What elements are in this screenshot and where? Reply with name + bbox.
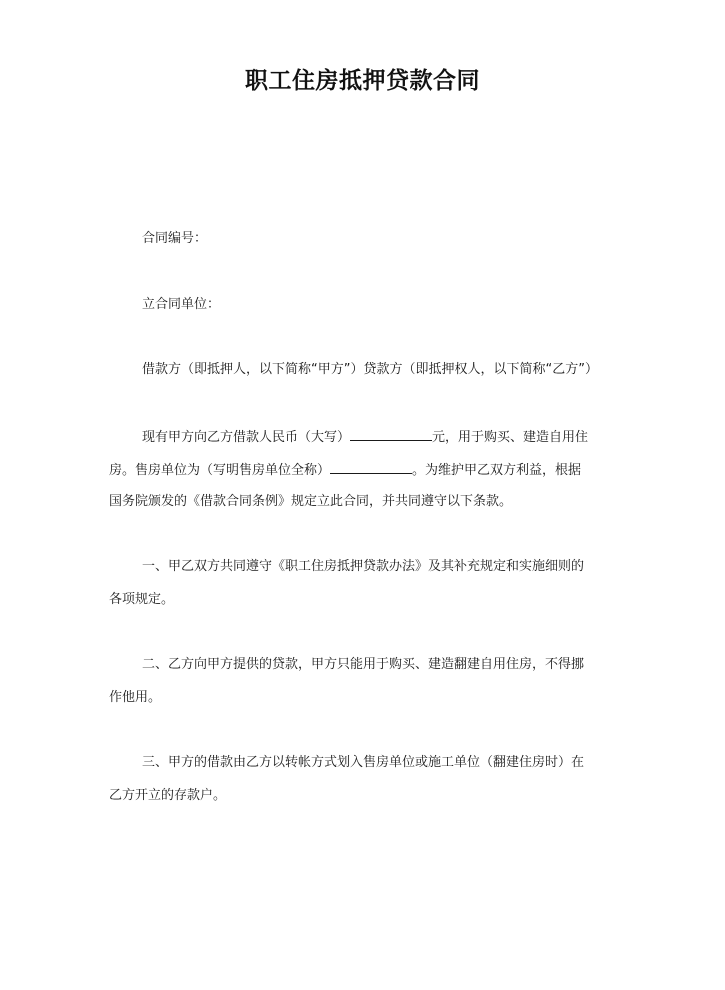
parties-line: 借款方（即抵押人，以下简称“甲方”）贷款方（即抵押权人，以下简称“乙方”） — [142, 362, 598, 377]
seller-name-blank[interactable] — [330, 459, 412, 474]
contract-number-label: 合同编号： — [142, 231, 208, 246]
loan-amount-blank[interactable] — [350, 426, 432, 441]
clause-3-line-1: 三、甲方的借款由乙方以转帐方式划入售房单位或施工单位（翻建住房时）在 — [142, 755, 585, 770]
intro-line-3: 国务院颁发的《借款合同条例》规定立此合同，并共同遵守以下条款。 — [109, 494, 513, 509]
intro-line-1 — [142, 426, 588, 448]
intro-line-1-text-a: 现有甲方向乙方借款人民币（大写） — [142, 430, 351, 445]
parties-label: 立合同单位： — [142, 297, 221, 312]
clause-3-line-2: 乙方开立的存款户。 — [109, 788, 227, 803]
clause-2-line-1: 二、乙方向甲方提供的贷款，甲方只能用于购买、建造翻建自用住房，不得挪 — [142, 657, 585, 672]
intro-line-2-text-a: 房。售房单位为（写明售房单位全称） — [109, 463, 331, 478]
clause-2-line-2: 作他用。 — [109, 690, 162, 705]
document-title: 职工住房抵押贷款合同 — [245, 68, 480, 94]
intro-line-2-text-b: 。为维护甲乙双方利益，根据 — [412, 463, 582, 478]
intro-line-2 — [109, 459, 581, 481]
intro-line-1-text-b: 元，用于购买、建造自用住 — [432, 430, 589, 445]
clause-1-line-2: 各项规定。 — [109, 592, 175, 607]
clause-1-line-1: 一、甲乙双方共同遵守《职工住房抵押贷款办法》及其补充规定和实施细则的 — [142, 559, 585, 574]
